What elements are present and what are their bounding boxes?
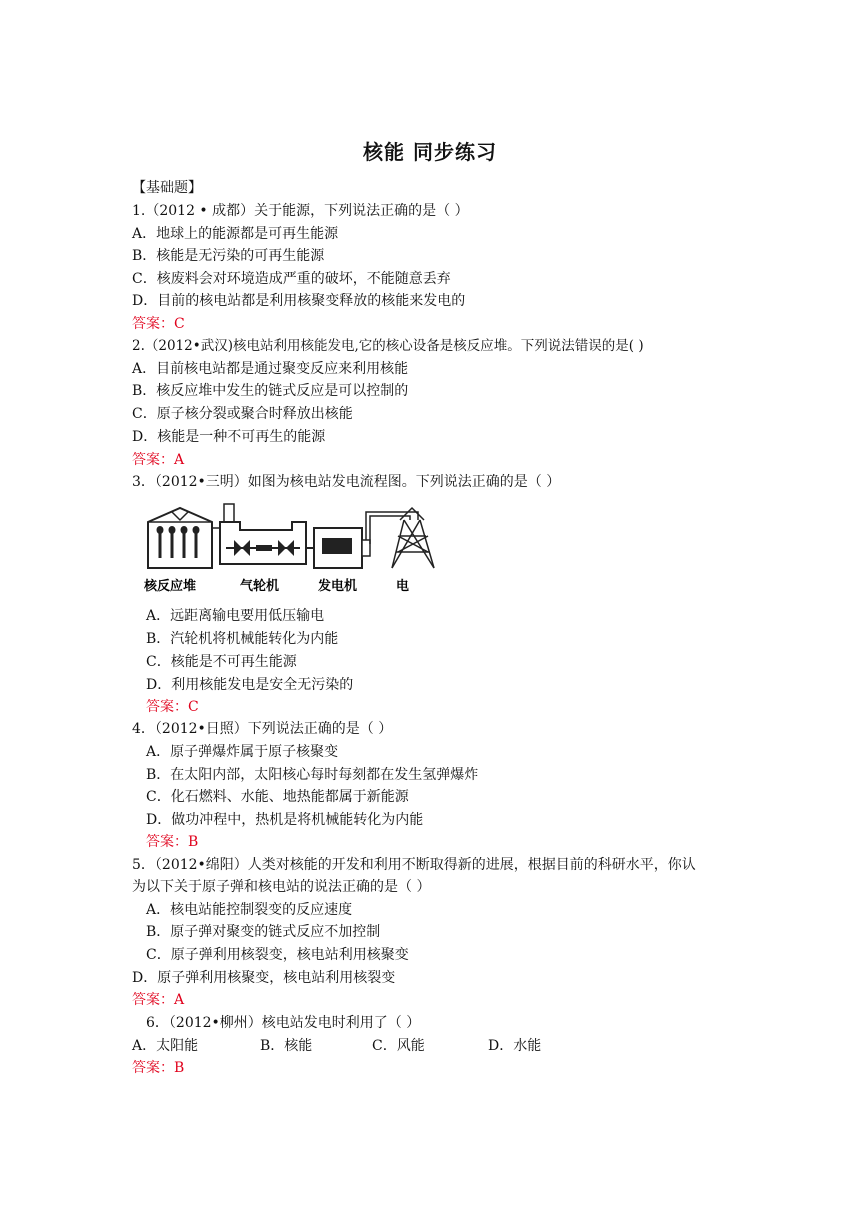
question-5-option-c: C．原子弹利用核裂变，核电站利用核聚变 bbox=[146, 947, 409, 963]
question-6-answer: 答案：B bbox=[132, 1060, 185, 1076]
transmission-tower-icon bbox=[392, 508, 434, 568]
question-3-option-b: B．汽轮机将机械能转化为内能 bbox=[146, 631, 339, 647]
question-6-stem: 6．（2012•柳州）核电站发电时利用了（ ） bbox=[146, 1015, 421, 1031]
question-1-option-a: A．地球上的能源都是可再生能源 bbox=[132, 226, 339, 242]
nuclear-plant-flow-diagram bbox=[142, 500, 438, 596]
question-3-option-a: A．远距离输电要用低压输电 bbox=[146, 608, 325, 624]
question-2-option-c: C．原子核分裂或聚合时释放出核能 bbox=[132, 406, 353, 422]
label-reactor: 核反应堆 bbox=[144, 579, 197, 594]
question-6-option-c: C．风能 bbox=[372, 1038, 425, 1054]
page-title: 核能 同步练习 bbox=[363, 140, 497, 164]
question-2-stem: 2.（2012•武汉)核电站利用核能发电,它的核心设备是核反应堆。下列说法错误的是( ) bbox=[132, 338, 644, 354]
question-2-option-b: B．核反应堆中发生的链式反应是可以控制的 bbox=[132, 383, 409, 399]
question-2-option-d: D．核能是一种不可再生的能源 bbox=[132, 429, 326, 445]
question-1-stem: 1.（2012 • 成都）关于能源，下列说法正确的是（ ） bbox=[132, 203, 469, 219]
question-3-answer: 答案：C bbox=[146, 699, 199, 715]
question-4-option-d: D．做功冲程中，热机是将机械能转化为内能 bbox=[146, 812, 424, 828]
question-6-option-d: D．水能 bbox=[488, 1038, 542, 1054]
question-1-option-b: B．核能是无污染的可再生能源 bbox=[132, 248, 325, 264]
question-5-stem-line-1: 5．（2012•绵阳）人类对核能的开发和利用不断取得新的进展，根据目前的科研水平，你认 bbox=[132, 857, 696, 873]
question-1-option-d: D．目前的核电站都是利用核聚变释放的核能来发电的 bbox=[132, 293, 466, 309]
question-6-option-b: B．核能 bbox=[260, 1038, 313, 1054]
question-3-option-c: C．核能是不可再生能源 bbox=[146, 654, 297, 670]
question-5-stem-line-2: 为以下关于原子弹和核电站的说法正确的是（ ） bbox=[132, 879, 431, 895]
label-turbine: 气轮机 bbox=[240, 579, 280, 594]
question-4-option-a: A．原子弹爆炸属于原子核聚变 bbox=[146, 744, 339, 760]
question-5-option-d: D．原子弹利用核聚变，核电站利用核裂变 bbox=[132, 970, 396, 986]
turbine-icon bbox=[220, 522, 306, 564]
question-5-answer: 答案：A bbox=[132, 992, 185, 1008]
reactor-icon bbox=[148, 508, 212, 568]
question-1-option-c: C．核废料会对环境造成严重的破坏，不能随意丢弃 bbox=[132, 271, 451, 287]
question-3-stem: 3．（2012•三明）如图为核电站发电流程图。下列说法正确的是（ ） bbox=[132, 474, 561, 490]
question-3-option-d: D．利用核能发电是安全无污染的 bbox=[146, 677, 354, 693]
question-4-answer: 答案：B bbox=[146, 834, 199, 850]
label-generator: 发电机 bbox=[318, 579, 358, 594]
section-heading: 【基础题】 bbox=[132, 180, 202, 196]
question-4-option-b: B．在太阳内部，太阳核心每时每刻都在发生氢弹爆炸 bbox=[146, 767, 479, 783]
question-4-stem: 4．（2012•日照）下列说法正确的是（ ） bbox=[132, 721, 393, 737]
question-6-options bbox=[132, 1036, 541, 1056]
question-5-option-a: A．核电站能控制裂变的反应速度 bbox=[146, 902, 353, 918]
question-5-option-b: B．原子弹对聚变的链式反应不加控制 bbox=[146, 924, 381, 940]
question-2-option-a: A．目前核电站都是通过聚变反应来利用核能 bbox=[132, 361, 409, 377]
generator-icon bbox=[314, 528, 370, 568]
question-1-answer: 答案：C bbox=[132, 316, 185, 332]
question-6-option-a: A．太阳能 bbox=[132, 1038, 199, 1054]
question-4-option-c: C．化石燃料、水能、地热能都属于新能源 bbox=[146, 789, 409, 805]
label-electricity: 电 bbox=[396, 579, 410, 594]
question-2-answer: 答案：A bbox=[132, 452, 185, 468]
